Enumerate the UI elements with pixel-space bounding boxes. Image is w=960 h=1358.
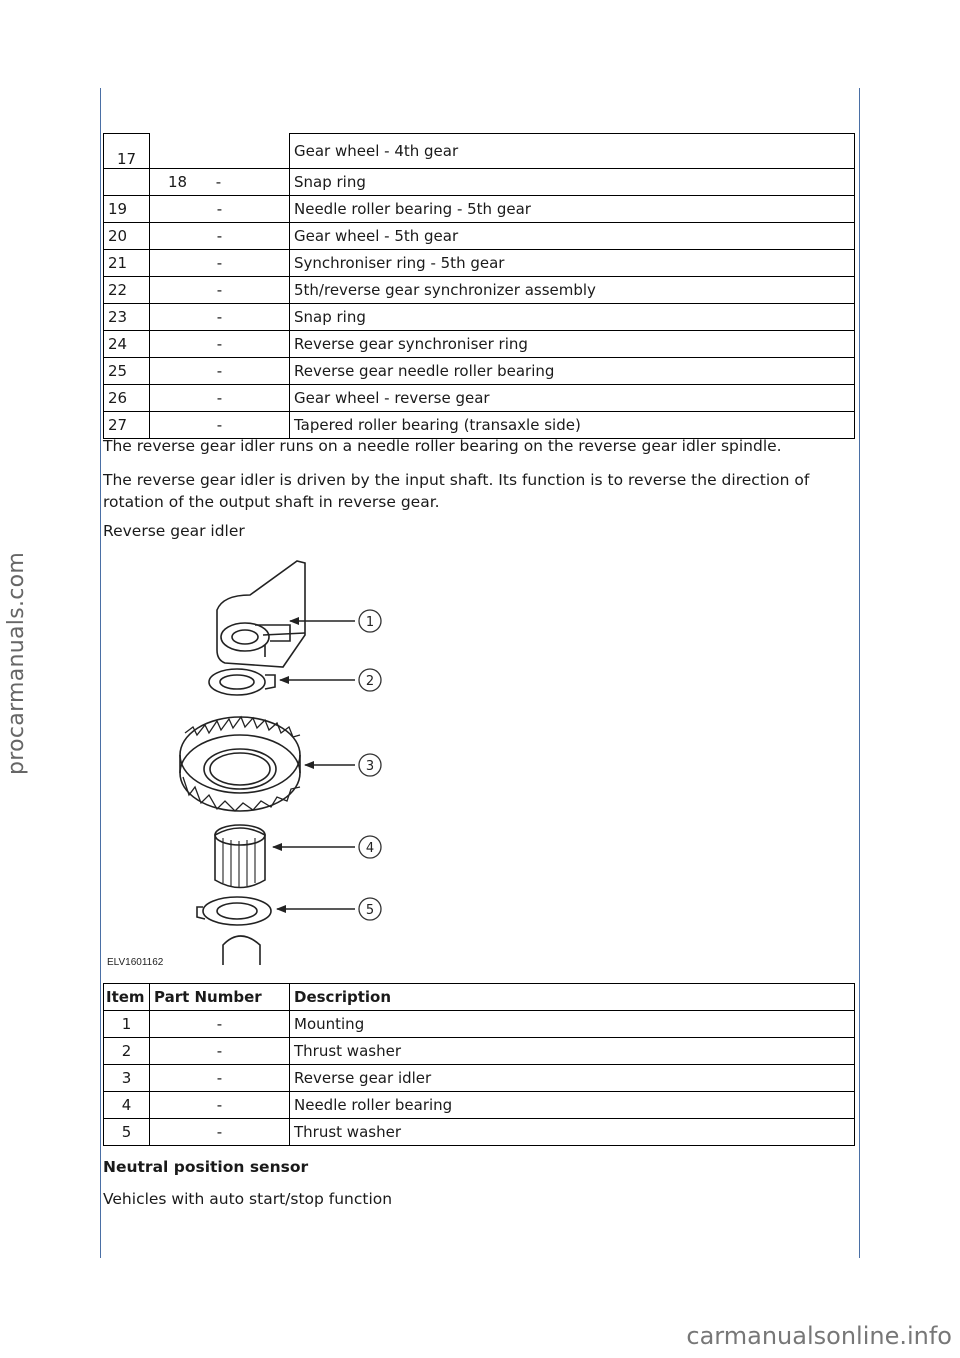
part-cell: -: [150, 250, 290, 277]
desc-cell: Gear wheel - 5th gear: [290, 223, 855, 250]
side-watermark: procarmanuals.com: [4, 551, 29, 775]
part-cell: -: [150, 1038, 290, 1065]
callout-5: 5: [365, 903, 375, 918]
desc-cell: Thrust washer: [290, 1038, 855, 1065]
part-cell: -: [150, 304, 290, 331]
figure-caption: Reverse gear idler: [103, 522, 245, 540]
callout-3: 3: [365, 759, 375, 774]
table-row: [104, 1011, 855, 1038]
items-table: [103, 983, 855, 1146]
desc-cell: Tapered roller bearing (transaxle side): [290, 412, 855, 439]
callout-1: 1: [365, 615, 375, 630]
desc-cell: Gear wheel - 4th gear: [290, 134, 855, 169]
table-row: [104, 331, 855, 358]
table-row: [104, 385, 855, 412]
table-row: [104, 196, 855, 223]
desc-cell: Snap ring: [290, 169, 855, 196]
item-cell: 24: [104, 331, 150, 358]
desc-cell: Thrust washer: [290, 1119, 855, 1146]
item-cell: 25: [104, 358, 150, 385]
part-cell: [150, 134, 290, 169]
item-cell: 2: [104, 1038, 150, 1065]
desc-cell: Mounting: [290, 1011, 855, 1038]
desc-cell: 5th/reverse gear synchronizer assembly: [290, 277, 855, 304]
thrust-washer-upper: [209, 669, 265, 695]
paragraph-auto-start-stop: Vehicles with auto start/stop function: [103, 1190, 393, 1208]
desc-cell: Needle roller bearing: [290, 1092, 855, 1119]
item-cell: 5: [104, 1119, 150, 1146]
item-cell: 4: [104, 1092, 150, 1119]
part-cell: -: [150, 358, 290, 385]
item-cell: 23: [104, 304, 150, 331]
part-cell: 18 -: [150, 169, 290, 196]
table-row: [104, 277, 855, 304]
table-row: [104, 1092, 855, 1119]
section-heading: Neutral position sensor: [103, 1158, 309, 1176]
table-row: [104, 358, 855, 385]
item-cell: 20: [104, 223, 150, 250]
item-cell: 17: [104, 134, 150, 169]
desc-cell: Needle roller bearing - 5th gear: [290, 196, 855, 223]
part-cell: -: [150, 223, 290, 250]
item-cell: 22: [104, 277, 150, 304]
item-cell: [104, 169, 150, 196]
paragraph-idler-bearing: The reverse gear idler runs on a needle roller bearing on the reverse gear idler spindle.: [103, 437, 782, 455]
table-row: [104, 1065, 855, 1092]
table-row: [104, 1119, 855, 1146]
item-cell: 21: [104, 250, 150, 277]
part-cell: -: [150, 385, 290, 412]
reverse-idler-gear: [180, 717, 300, 793]
table-header-row: [104, 984, 855, 1011]
desc-cell: Reverse gear needle roller bearing: [290, 358, 855, 385]
desc-cell: Gear wheel - reverse gear: [290, 385, 855, 412]
callout-2: 2: [365, 674, 375, 689]
left-margin-rule: [100, 88, 101, 1258]
part-cell: -: [150, 1092, 290, 1119]
callout-4: 4: [365, 841, 375, 856]
thrust-washer-lower: [203, 897, 271, 925]
parts-table-top: [103, 133, 855, 439]
figure-code: ELV1601162: [107, 957, 164, 968]
part-cell: -: [150, 1065, 290, 1092]
desc-cell: Reverse gear synchroniser ring: [290, 331, 855, 358]
reverse-gear-idler-illustration: [105, 555, 405, 970]
part-cell: -: [150, 1119, 290, 1146]
table-row: [104, 1038, 855, 1065]
table-row: [104, 250, 855, 277]
item-cell: 26: [104, 385, 150, 412]
part-cell: -: [150, 412, 290, 439]
table-row: [104, 223, 855, 250]
part-cell: -: [150, 1011, 290, 1038]
paragraph-idler-function: The reverse gear idler is driven by the input shaft. Its function is to reverse the direction of rotation of the output shaft in reverse gear.: [103, 471, 810, 511]
part-cell: -: [150, 331, 290, 358]
desc-cell: Snap ring: [290, 304, 855, 331]
part-cell: -: [150, 196, 290, 223]
item-cell: 27: [104, 412, 150, 439]
mounting-part: [217, 561, 305, 667]
bottom-watermark: carmanualsonline.info: [686, 1322, 952, 1350]
header-part-number: Part Number: [150, 984, 290, 1011]
header-description: Description: [290, 984, 855, 1011]
desc-cell: Reverse gear idler: [290, 1065, 855, 1092]
part-cell: -: [150, 277, 290, 304]
table-row: [104, 134, 855, 169]
item-cell: 1: [104, 1011, 150, 1038]
header-item: Item: [104, 984, 150, 1011]
desc-cell: Synchroniser ring - 5th gear: [290, 250, 855, 277]
item-cell: 19: [104, 196, 150, 223]
item-cell: 3: [104, 1065, 150, 1092]
table-row: [104, 304, 855, 331]
right-margin-rule: [859, 88, 860, 1258]
table-row: [104, 169, 855, 196]
